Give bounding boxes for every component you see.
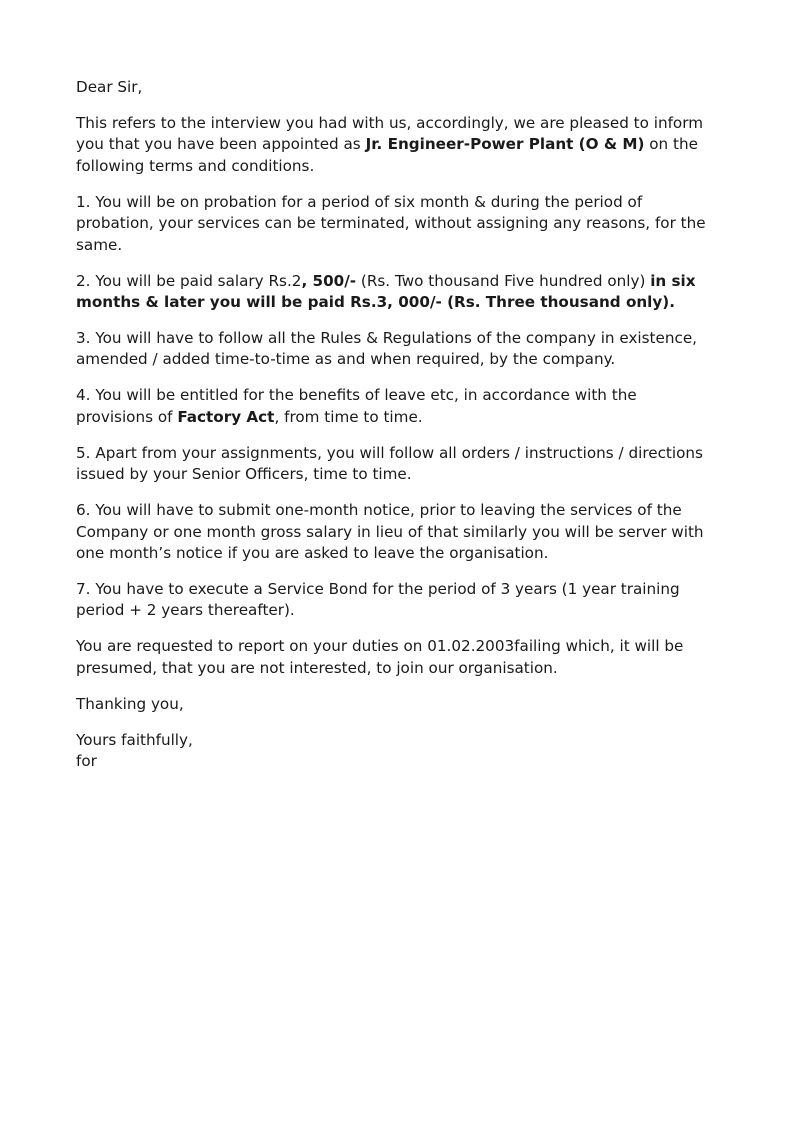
term-4-text: 4. You will be entitled for the benefits of leave etc, in accordance with the provisions of [76,386,637,426]
term-1: 1. You will be on probation for a period of six month & during the period of probation, your services can be terminated, without assigning any reasons, for the same. [76,192,706,254]
salutation: Dear Sir, [76,78,143,96]
report-paragraph: You are requested to report on your duties on 01.02.2003failing which, it will be presumed, that you are not interested, to join our organisation. [76,637,684,677]
term-4 [76,385,716,428]
intro-text: This refers to the interview you had with us, accordingly, we are pleased to inform you that you have been appointed as [76,114,703,154]
for-line: for [76,752,97,771]
intro-text-end: on the following terms and conditions. [76,135,698,175]
closing-block [76,730,716,773]
salary-amount: , 500/- [301,271,357,290]
salary-prefix: 2. You will be paid salary Rs.2 [76,271,302,290]
closing-line: Yours faithfully, [76,730,193,749]
term-5: 5. Apart from your assignments, you will follow all orders / instructions / directions issued by your Senior Officers, time to time. [76,443,703,484]
salary-words: (Rs. Two thousand Five hundred only) [356,271,651,290]
later-salary: in six months & later you will be paid Rs.3, 000/- (Rs. Three thousand only). [76,271,696,312]
term-7: 7. You have to execute a Service Bond for the period of 3 years (1 year training period + 2 years thereafter). [76,580,680,620]
thanks-line: Thanking you, [76,694,184,713]
letter-body [76,77,716,773]
term-6: 6. You will have to submit one-month notice, prior to leaving the services of the Company or one month gross salary in lieu of that similarly you will be server with one month’s notice if you are asked to leave the organisation. [76,501,704,563]
term-2 [76,271,716,314]
intro-paragraph [76,113,716,177]
term-3: 3. You will have to follow all the Rules & Regulations of the company in existence, amended / added time-to-time as and when required, by the company. [76,329,698,369]
position-title: Jr. Engineer-Power Plant (O & M) [365,135,645,154]
term-4-end: , from time to time. [274,407,423,426]
factory-act: Factory Act [177,407,275,426]
